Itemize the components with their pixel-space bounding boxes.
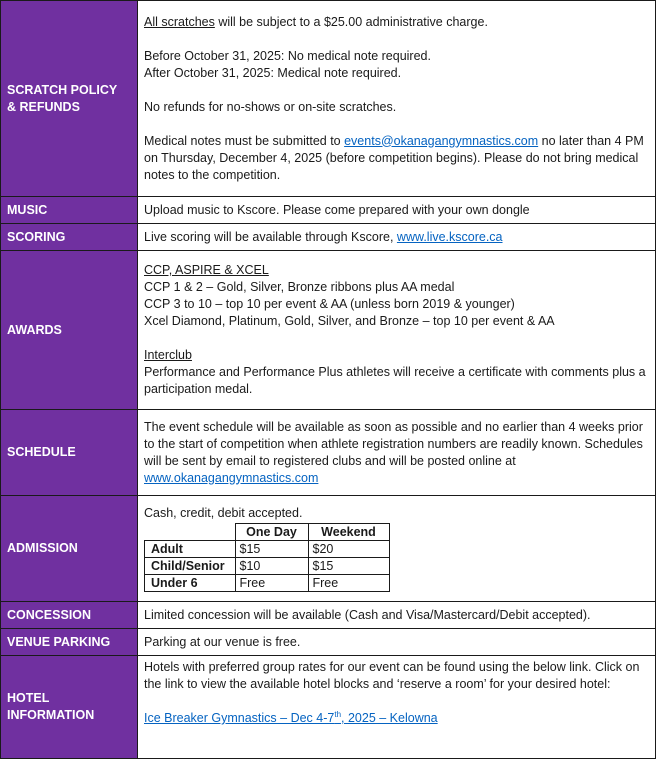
- scratch-policy-label-line2: & REFUNDS: [7, 99, 80, 114]
- awards-ccp-3-10: CCP 3 to 10 – top 10 per event & AA (unless born 2019 & younger): [144, 297, 515, 311]
- admission-row-adult: [145, 541, 390, 558]
- schedule-label: SCHEDULE: [1, 410, 138, 496]
- scratch-policy-content: [138, 1, 656, 197]
- admission-content: [138, 496, 656, 602]
- medical-notes-suffix: no later than 4 PM on Thursday, December 4, 2025 (before competition begins). Please do not bring medical notes to the competition.: [144, 133, 644, 182]
- awards-content: [138, 251, 656, 410]
- hotel-link-post: , 2025 – Kelowna: [341, 711, 438, 725]
- music-label: MUSIC: [1, 197, 138, 224]
- hotel-content: [138, 656, 656, 759]
- ccp-aspire-xcel-heading: CCP, ASPIRE & XCEL: [144, 263, 269, 277]
- charge-text: will be subject to a $25.00 administrative charge.: [214, 14, 488, 29]
- scratch-charge-text: [144, 14, 649, 31]
- concession-label: CONCESSION: [1, 602, 138, 629]
- admission-price-table: [144, 523, 390, 592]
- medical-notes-prefix: Medical notes must be submitted to: [144, 133, 345, 148]
- price-one-day: $10: [235, 558, 308, 575]
- hotel-label-line1: HOTEL: [7, 691, 50, 705]
- hotel-booking-link[interactable]: [144, 711, 438, 725]
- music-content: Upload music to Kscore. Please come prepared with your own dongle: [138, 197, 656, 224]
- price-one-day: $15: [235, 541, 308, 558]
- row-name: Under 6: [145, 575, 236, 592]
- events-email-link[interactable]: events@okanagangymnastics.com: [344, 133, 539, 148]
- hotel-link-sup: th: [334, 709, 342, 719]
- schedule-content: [138, 410, 656, 496]
- medical-notes-text: [144, 133, 649, 184]
- admission-row-child-senior: [145, 558, 390, 575]
- scoring-row: [1, 224, 656, 251]
- concession-row: [1, 602, 656, 629]
- row-name: Adult: [145, 541, 236, 558]
- hotel-text: Hotels with preferred group rates for our event can be found using the below link. Click on the link to view the available hotel blocks and ‘reserve a room’ for your desired hotel:: [144, 660, 640, 691]
- venue-parking-content: Parking at our venue is free.: [138, 629, 656, 656]
- scoring-label: SCORING: [1, 224, 138, 251]
- admission-header-row: [145, 524, 390, 541]
- no-refunds-text: No refunds for no-shows or on-site scratches.: [144, 99, 397, 114]
- price-one-day: Free: [235, 575, 308, 592]
- concession-content: Limited concession will be available (Cash and Visa/Mastercard/Debit accepted).: [138, 602, 656, 629]
- price-weekend: Free: [308, 575, 389, 592]
- kscore-link[interactable]: www.live.kscore.ca: [396, 229, 503, 244]
- music-row: [1, 197, 656, 224]
- venue-parking-label: VENUE PARKING: [1, 629, 138, 656]
- admission-label: ADMISSION: [1, 496, 138, 602]
- col-weekend: Weekend: [308, 524, 389, 541]
- admission-row-under-6: [145, 575, 390, 592]
- schedule-row: [1, 410, 656, 496]
- okanagan-website-link[interactable]: www.okanagangymnastics.com: [144, 470, 319, 485]
- price-weekend: $15: [308, 558, 389, 575]
- scoring-content: [138, 224, 656, 251]
- schedule-text: The event schedule will be available as soon as possible and no earlier than 4 weeks prior to the start of competition when athlete registration numbers are readily known. Schedules will be sent by email to registered clubs and will be posted online at: [144, 419, 643, 468]
- scratch-policy-label-line1: SCRATCH POLICY: [7, 82, 118, 97]
- payment-text: Cash, credit, debit accepted.: [144, 506, 303, 520]
- all-scratches-underlined: All scratches: [144, 14, 215, 29]
- col-one-day: One Day: [235, 524, 308, 541]
- before-october-text: Before October 31, 2025: No medical note required.: [144, 48, 431, 63]
- parking-row: [1, 629, 656, 656]
- admission-row: [1, 496, 656, 602]
- hotel-label-line2: INFORMATION: [7, 708, 95, 722]
- row-name: Child/Senior: [145, 558, 236, 575]
- hotel-information-label: [1, 656, 138, 759]
- scoring-text: Live scoring will be available through Kscore,: [144, 229, 397, 244]
- interclub-heading: Interclub: [144, 348, 192, 362]
- scratch-policy-label: [1, 1, 138, 197]
- hotel-link-pre: Ice Breaker Gymnastics – Dec 4-7: [144, 711, 335, 725]
- awards-ccp-1-2: CCP 1 & 2 – Gold, Silver, Bronze ribbons plus AA medal: [144, 280, 455, 294]
- after-october-text: After October 31, 2025: Medical note required.: [144, 65, 402, 80]
- awards-interclub: Performance and Performance Plus athletes will receive a certificate with comments plus a participation medal.: [144, 365, 646, 396]
- awards-row: [1, 251, 656, 410]
- hotel-row: [1, 656, 656, 759]
- awards-label: AWARDS: [1, 251, 138, 410]
- scratch-policy-row: [1, 1, 656, 197]
- awards-xcel: Xcel Diamond, Platinum, Gold, Silver, and Bronze – top 10 per event & AA: [144, 314, 555, 328]
- price-weekend: $20: [308, 541, 389, 558]
